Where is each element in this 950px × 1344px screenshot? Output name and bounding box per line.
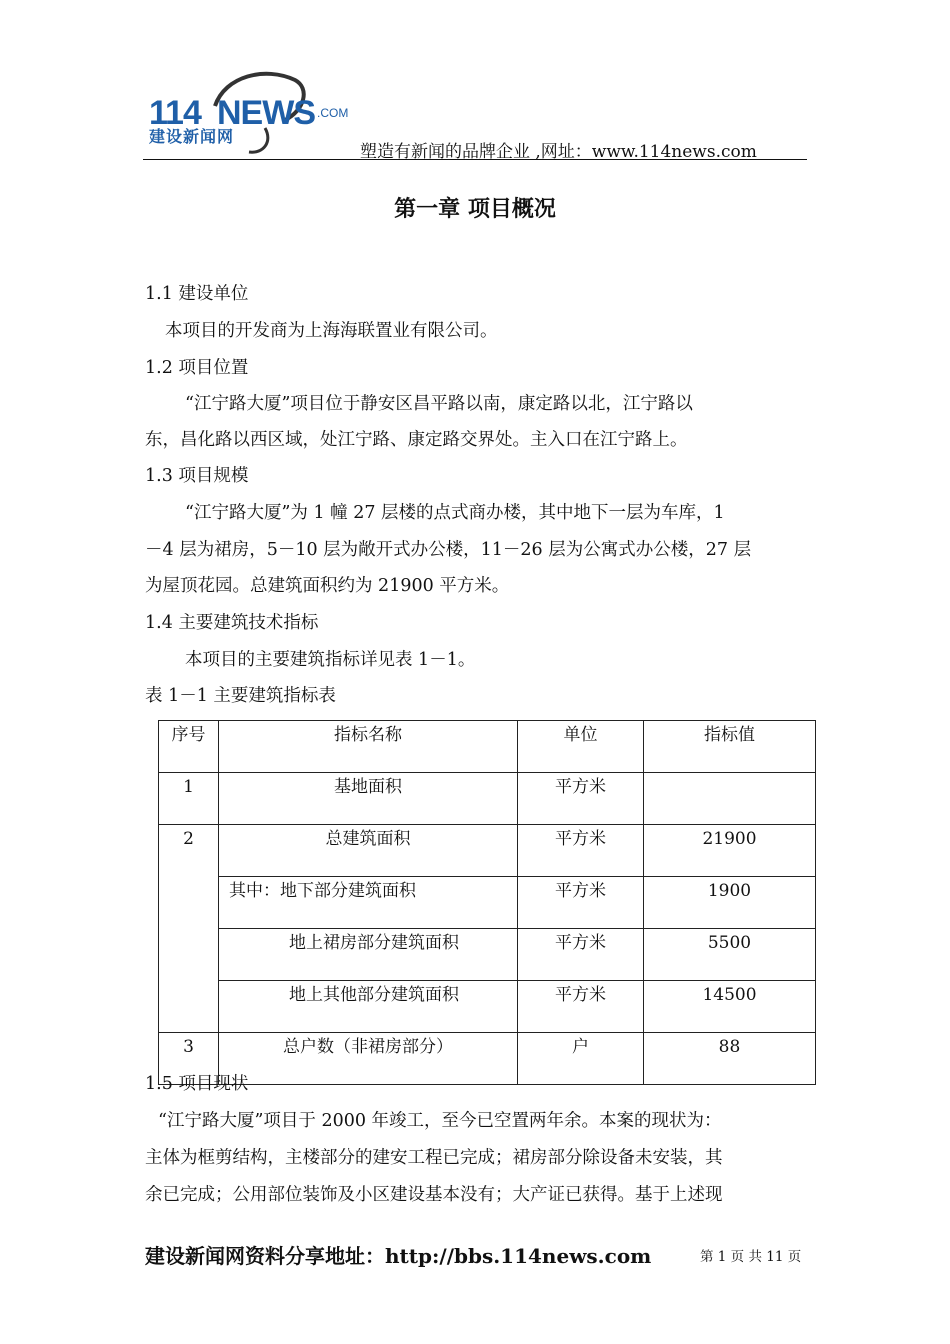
cell-unit: 平方米 bbox=[518, 981, 644, 1033]
cell-no: 1 bbox=[159, 773, 219, 825]
section-body-1-5-line3: 余已完成；公用部位装饰及小区建设基本没有；大产证已获得。基于上述现 bbox=[145, 1185, 723, 1205]
cell-name: 总户数（非裙房部分） bbox=[219, 1033, 518, 1085]
section-heading-1-1: 1.1 建设单位 bbox=[145, 284, 249, 304]
section-body-1-3-line1: “江宁路大厦”为 1 幢 27 层楼的点式商办楼，其中地下一层为车库，1 bbox=[185, 503, 725, 523]
logo-number: 114 bbox=[149, 94, 201, 132]
section-body-1-2-line2: 东，昌化路以西区域，处江宁路、康定路交界处。主入口在江宁路上。 bbox=[145, 430, 688, 450]
header-value: 指标值 bbox=[644, 721, 816, 773]
cell-no: 2 bbox=[159, 825, 219, 1033]
cell-no: 3 bbox=[159, 1033, 219, 1085]
cell-value: 5500 bbox=[644, 929, 816, 981]
section-body-1-5-line2: 主体为框剪结构，主楼部分的建安工程已完成；裙房部分除设备未安装，其 bbox=[145, 1148, 723, 1168]
table-row bbox=[159, 773, 816, 825]
header-unit: 单位 bbox=[518, 721, 644, 773]
logo-chinese-name: 建设新闻网 bbox=[149, 127, 235, 146]
header-slogan: 塑造有新闻的品牌企业 ,网址：www.114news.com bbox=[360, 142, 757, 162]
cell-value bbox=[644, 773, 816, 825]
section-body-1-1: 本项目的开发商为上海海联置业有限公司。 bbox=[165, 321, 498, 341]
cell-name: 其中：地下部分建筑面积 bbox=[219, 877, 518, 929]
cell-unit: 平方米 bbox=[518, 929, 644, 981]
cell-unit: 平方米 bbox=[518, 877, 644, 929]
logo-news: NEWS bbox=[217, 94, 315, 132]
table-header-row bbox=[159, 721, 816, 773]
chapter-title: 第一章 项目概况 bbox=[394, 197, 556, 222]
table-row bbox=[159, 877, 816, 929]
table-row bbox=[159, 1033, 816, 1085]
cell-name: 总建筑面积 bbox=[219, 825, 518, 877]
section-heading-1-4: 1.4 主要建筑技术指标 bbox=[145, 613, 319, 633]
section-heading-1-5: 1.5 项目现状 bbox=[145, 1074, 249, 1094]
cell-name: 地上其他部分建筑面积 bbox=[219, 981, 518, 1033]
footer-share-link[interactable]: 建设新闻网资料分享地址：http://bbs.114news.com bbox=[145, 1244, 652, 1268]
section-body-1-4: 本项目的主要建筑指标详见表 1－1。 bbox=[185, 650, 476, 670]
section-heading-1-2: 1.2 项目位置 bbox=[145, 358, 249, 378]
section-body-1-5-line1: “江宁路大厦”项目于 2000 年竣工，至今已空置两年余。本案的现状为： bbox=[158, 1111, 722, 1131]
table-row bbox=[159, 929, 816, 981]
header-divider bbox=[143, 159, 807, 160]
cell-unit: 户 bbox=[518, 1033, 644, 1085]
logo-dotcom: .COM bbox=[317, 106, 349, 120]
cell-name: 基地面积 bbox=[219, 773, 518, 825]
table-row bbox=[159, 981, 816, 1033]
cell-name: 地上裙房部分建筑面积 bbox=[219, 929, 518, 981]
section-heading-1-3: 1.3 项目规模 bbox=[145, 466, 249, 486]
cell-unit: 平方米 bbox=[518, 825, 644, 877]
section-body-1-3-line2: －4 层为裙房，5－10 层为敞开式办公楼，11－26 层为公寓式办公楼，27 层 bbox=[145, 540, 752, 560]
table-row bbox=[159, 825, 816, 877]
footer-page-number: 第 1 页 共 11 页 bbox=[700, 1249, 802, 1265]
section-body-1-3-line3: 为屋顶花园。总建筑面积约为 21900 平方米。 bbox=[145, 576, 510, 596]
header-no: 序号 bbox=[159, 721, 219, 773]
cell-unit: 平方米 bbox=[518, 773, 644, 825]
header-name: 指标名称 bbox=[219, 721, 518, 773]
cell-value: 21900 bbox=[644, 825, 816, 877]
table-caption: 表 1－1 主要建筑指标表 bbox=[145, 686, 336, 706]
cell-value: 14500 bbox=[644, 981, 816, 1033]
section-body-1-2-line1: “江宁路大厦”项目位于静安区昌平路以南，康定路以北，江宁路以 bbox=[185, 394, 693, 414]
site-logo bbox=[145, 66, 365, 158]
cell-value: 1900 bbox=[644, 877, 816, 929]
building-indicator-table bbox=[158, 720, 816, 1085]
cell-value: 88 bbox=[644, 1033, 816, 1085]
